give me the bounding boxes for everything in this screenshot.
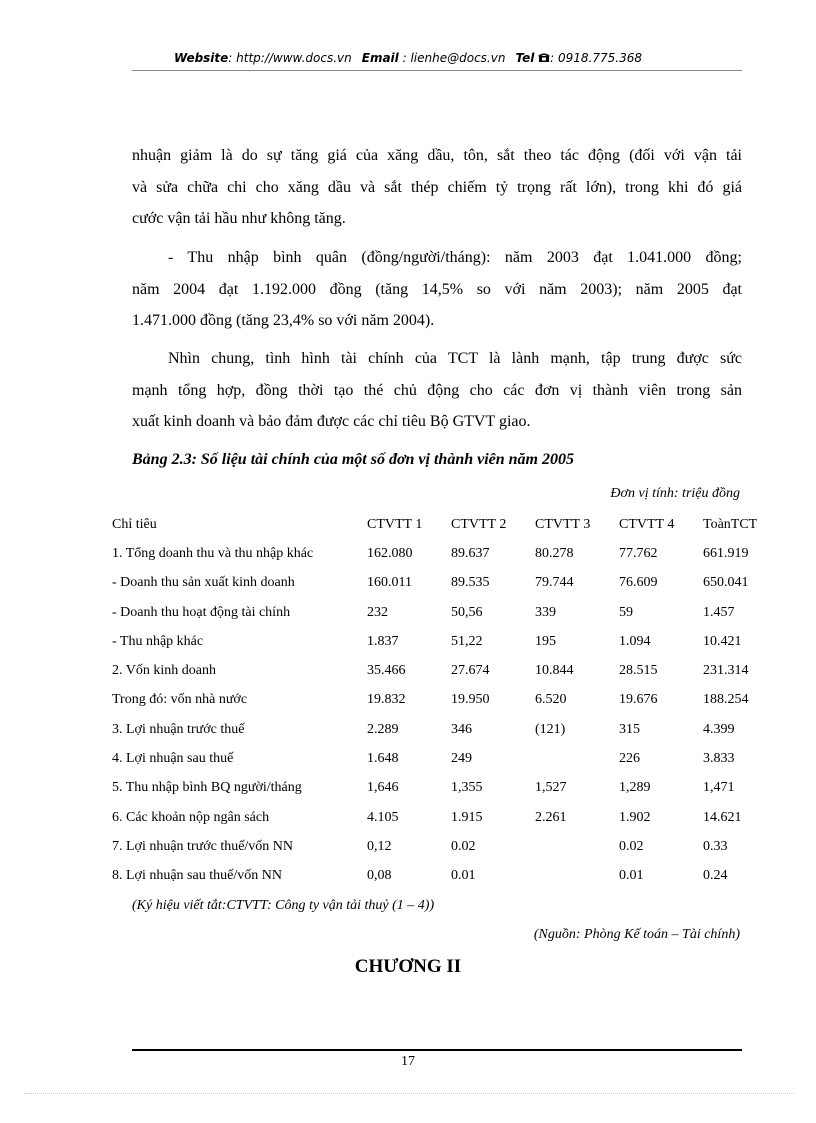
tel-label: Tel xyxy=(515,51,535,65)
value-cell: 10.421 xyxy=(703,633,742,649)
value-cell: 1,471 xyxy=(703,780,735,796)
value-cell: 249 xyxy=(451,751,472,767)
value-cell: 27.674 xyxy=(451,663,490,679)
phone-icon xyxy=(538,51,550,65)
value-cell: 14.621 xyxy=(703,809,742,825)
chapter-title: CHƯƠNG II xyxy=(354,956,462,977)
value-cell: (121) xyxy=(535,721,566,737)
value-cell: 226 xyxy=(619,751,640,767)
table-caption: Bảng 2.3: Số liệu tài chính của một số đơn vị thành viên năm 2005 xyxy=(132,451,574,468)
value-cell: 160.011 xyxy=(367,575,412,591)
table-row xyxy=(112,686,773,715)
row-label-cell: 6. Các khoản nộp ngân sách xyxy=(112,809,270,825)
email-label: Email xyxy=(361,51,399,65)
value-cell: 1.902 xyxy=(619,809,651,825)
table-row xyxy=(112,832,773,861)
table-row xyxy=(112,569,773,598)
value-cell: 19.676 xyxy=(619,692,658,708)
row-label-cell: 7. Lợi nhuận trước thuế/vốn NN xyxy=(112,838,294,854)
value-cell: 339 xyxy=(535,604,556,620)
row-label-cell: 4. Lợi nhuận sau thuế xyxy=(112,751,234,767)
row-label-cell: - Doanh thu sản xuất kinh doanh xyxy=(112,575,295,591)
value-cell: 0.01 xyxy=(619,868,644,884)
value-cell: 2.261 xyxy=(535,809,567,825)
paragraph-1 xyxy=(132,140,742,235)
value-cell: 195 xyxy=(535,633,556,649)
text-line: Nhìn chung, tình hình tài chính của TCT là lành mạnh, tập trung được sức xyxy=(168,350,742,367)
value-cell: 188.254 xyxy=(703,692,749,708)
value-cell: 0.01 xyxy=(451,868,476,884)
abbreviation-note: (Ký hiệu viết tắt:CTVTT: Công ty vận tải thuỷ (1 – 4)) xyxy=(132,898,435,913)
header-cell: ToànTCT xyxy=(703,516,758,532)
table-header-row xyxy=(112,510,773,539)
value-cell: 77.762 xyxy=(619,545,658,561)
paragraph-3 xyxy=(132,343,742,438)
text-line: nhuận giảm là do sự tăng giá của xăng dầu, tôn, sắt theo tác động (đối với vận tải xyxy=(132,147,742,164)
value-cell: 0,08 xyxy=(367,868,392,884)
row-label-cell: - Thu nhập khác xyxy=(112,633,204,649)
header-cell: CTVTT 2 xyxy=(451,516,507,532)
value-cell: 1.915 xyxy=(451,809,483,825)
value-cell xyxy=(535,744,619,773)
table-row xyxy=(112,862,773,891)
value-cell: 3.833 xyxy=(703,751,735,767)
value-cell: 1,646 xyxy=(367,780,399,796)
value-cell: 76.609 xyxy=(619,575,658,591)
table-row xyxy=(112,715,773,744)
financial-table xyxy=(112,510,773,891)
row-label-cell: 2. Vốn kinh doanh xyxy=(112,663,216,679)
text-line: và sửa chữa chi cho xăng dầu và sắt thép chiếm tỷ trọng rất lớn), trong khi đó giá xyxy=(132,178,742,196)
value-cell: 80.278 xyxy=(535,545,574,561)
table-row xyxy=(112,774,773,803)
value-cell: 4.399 xyxy=(703,721,735,737)
value-cell: 51,22 xyxy=(451,633,483,649)
value-cell: 0.24 xyxy=(703,868,728,884)
value-cell: 89.637 xyxy=(451,545,490,561)
page-number: 17 xyxy=(401,1054,415,1069)
value-cell: 19.950 xyxy=(451,692,490,708)
footer-divider xyxy=(132,1049,742,1051)
value-cell: 79.744 xyxy=(535,575,574,591)
row-label-cell: Trong đó: vốn nhà nước xyxy=(112,692,248,708)
row-label-cell: 5. Thu nhập bình BQ người/tháng xyxy=(112,780,302,796)
value-cell: 4.105 xyxy=(367,809,399,825)
table-row xyxy=(112,627,773,656)
header-cell: CTVTT 3 xyxy=(535,516,591,532)
text-line: - Thu nhập bình quân (đồng/người/tháng): năm 2003 đạt 1.041.000 đồng; xyxy=(168,249,742,266)
value-cell: 0,12 xyxy=(367,838,392,854)
value-cell: 0.33 xyxy=(703,838,728,854)
text-line: xuất kinh doanh và bảo đảm được các chỉ tiêu Bộ GTVT giao. xyxy=(132,413,531,430)
website-url[interactable]: : http://www.docs.vn xyxy=(228,51,352,65)
value-cell: 1.648 xyxy=(367,751,399,767)
header-cell: CTVTT 4 xyxy=(619,516,675,532)
value-cell xyxy=(535,862,619,891)
text-line: cước vận tải hầu như không tăng. xyxy=(132,210,346,227)
value-cell: 35.466 xyxy=(367,663,406,679)
value-cell: 0.02 xyxy=(451,838,476,854)
value-cell: 1.094 xyxy=(619,633,651,649)
table-unit: Đơn vị tính: triệu đồng xyxy=(610,486,740,501)
value-cell: 1,527 xyxy=(535,780,567,796)
value-cell: 59 xyxy=(619,604,633,620)
page-header xyxy=(0,51,816,65)
value-cell xyxy=(535,832,619,861)
website-label: Website xyxy=(173,51,229,65)
table-row xyxy=(112,656,773,685)
value-cell: 28.515 xyxy=(619,663,658,679)
header-cell: CTVTT 1 xyxy=(367,516,423,532)
header-cell: Chỉ tiêu xyxy=(112,516,157,532)
value-cell: 1,289 xyxy=(619,780,651,796)
paragraph-2 xyxy=(132,242,742,337)
row-label-cell: 3. Lợi nhuận trước thuế xyxy=(112,721,245,737)
value-cell: 1.457 xyxy=(703,604,735,620)
phone-number: : 0918.775.368 xyxy=(550,51,643,65)
text-line: mạnh tổng hợp, đồng thời tạo thé chủ động cho các đơn vị thành viên trong sản xyxy=(132,381,742,399)
page-bottom-border xyxy=(24,1093,794,1094)
value-cell: 232 xyxy=(367,604,388,620)
text-line: 1.471.000 đồng (tăng 23,4% so với năm 2004). xyxy=(132,312,435,329)
row-label-cell: 1. Tổng doanh thu và thu nhập khác xyxy=(112,545,314,561)
email-address[interactable]: : lienhe@docs.vn xyxy=(402,51,506,65)
value-cell: 0.02 xyxy=(619,838,644,854)
value-cell: 6.520 xyxy=(535,692,567,708)
value-cell: 231.314 xyxy=(703,663,749,679)
table-row xyxy=(112,539,773,568)
source-note: (Nguồn: Phòng Kế toán – Tài chính) xyxy=(533,927,740,942)
value-cell: 2.289 xyxy=(367,721,399,737)
value-cell: 650.041 xyxy=(703,575,749,591)
row-label-cell: 8. Lợi nhuận sau thuế/vốn NN xyxy=(112,868,282,884)
value-cell: 10.844 xyxy=(535,663,574,679)
value-cell: 661.919 xyxy=(703,545,749,561)
value-cell: 19.832 xyxy=(367,692,406,708)
value-cell: 89.535 xyxy=(451,575,490,591)
value-cell: 50,56 xyxy=(451,604,483,620)
value-cell: 1,355 xyxy=(451,780,483,796)
text-line: năm 2004 đạt 1.192.000 đồng (tăng 14,5% so với năm 2003); năm 2005 đạt xyxy=(132,280,742,298)
table-row xyxy=(112,598,773,627)
value-cell: 346 xyxy=(451,721,472,737)
row-label-cell: - Doanh thu hoạt động tài chính xyxy=(112,604,291,620)
value-cell: 162.080 xyxy=(367,545,413,561)
value-cell: 1.837 xyxy=(367,633,399,649)
table-row xyxy=(112,744,773,773)
table-row xyxy=(112,803,773,832)
value-cell: 315 xyxy=(619,721,640,737)
header-divider xyxy=(132,70,742,71)
